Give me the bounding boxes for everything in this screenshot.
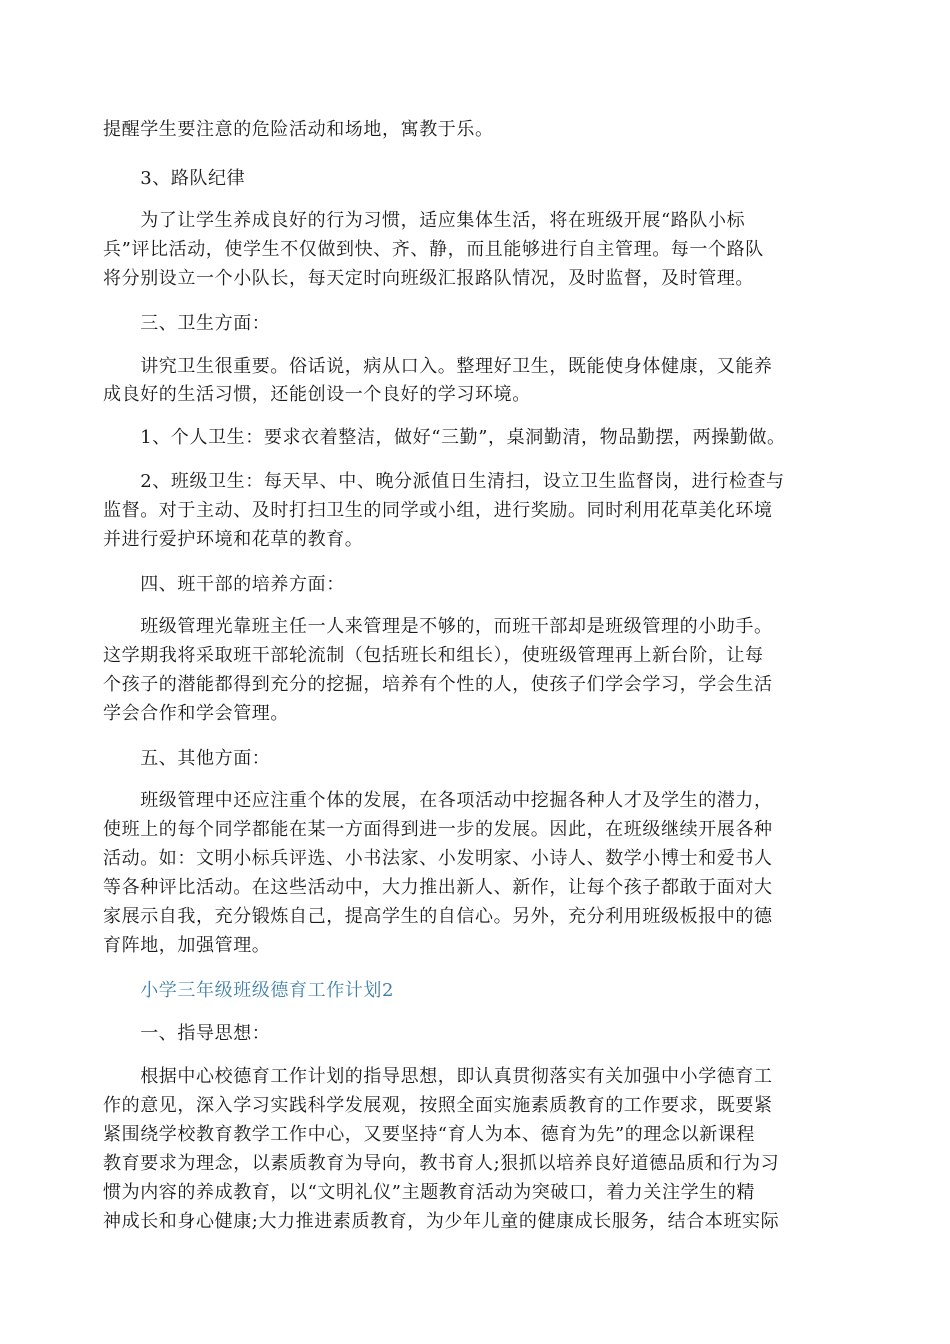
paragraph-line: 神成长和身心健康;大力推进素质教育，为少年儿童的健康成长服务，结合本班实际 xyxy=(103,1211,780,1232)
paragraph-line: 个孩子的潜能都得到充分的挖掘，培养有个性的人，使孩子们学会学习，学会生活 xyxy=(103,674,773,695)
paragraph-line: 等各种评比活动。在这些活动中，大力推出新人、新作，让每个孩子都敢于面对大 xyxy=(103,877,773,898)
document-title-heading: 小学三年级班级德育工作计划2 xyxy=(103,980,395,1001)
paragraph-line: 讲究卫生很重要。俗话说，病从口入。整理好卫生，既能使身体健康，又能养 xyxy=(103,356,773,377)
paragraph-line: 紧围绕学校教育教学工作中心，又要坚持“育人为本、德育为先”的理念以新课程 xyxy=(103,1124,756,1145)
paragraph-line: 班级管理光靠班主任一人来管理是不够的，而班干部却是班级管理的小助手。 xyxy=(103,616,773,637)
paragraph-line: 兵”评比活动，使学生不仅做到快、齐、静，而且能够进行自主管理。每一个路队 xyxy=(103,239,764,260)
paragraph-line: 育阵地，加强管理。 xyxy=(103,935,271,956)
paragraph-line: 这学期我将采取班干部轮流制（包括班长和组长），使班级管理再上新台阶，让每 xyxy=(103,645,764,666)
paragraph-line: 班级管理中还应注重个体的发展，在各项活动中挖掘各种人才及学生的潜力， xyxy=(103,790,773,811)
section-heading: 五、其他方面： xyxy=(103,748,271,769)
paragraph-line: 家展示自我，充分锻炼自己，提高学生的自信心。另外，充分利用班级板报中的德 xyxy=(103,906,773,927)
paragraph-line: 提醒学生要注意的危险活动和场地，寓教于乐。 xyxy=(103,119,494,140)
paragraph-line: 2、班级卫生：每天早、中、晚分派值日生清扫，设立卫生监督岗，进行检查与 xyxy=(103,471,785,492)
section-heading: 3、路队纪律 xyxy=(103,168,246,189)
section-heading: 一、指导思想： xyxy=(103,1023,271,1044)
paragraph-line: 为了让学生养成良好的行为习惯，适应集体生活，将在班级开展“路队小标 xyxy=(103,210,746,231)
paragraph-line: 教育要求为理念，以素质教育为导向，教书育人;狠抓以培养良好道德品质和行为习 xyxy=(103,1153,780,1174)
paragraph-line: 惯为内容的养成教育，以“文明礼仪”主题教育活动为突破口，着力关注学生的精 xyxy=(103,1182,756,1203)
paragraph-line: 成良好的生活习惯，还能创设一个良好的学习环境。 xyxy=(103,384,531,405)
paragraph-line: 将分别设立一个小队长，每天定时向班级汇报路队情况，及时监督，及时管理。 xyxy=(103,268,754,289)
paragraph-line: 1、个人卫生：要求衣着整洁，做好“三勤”，桌洞勤清，物品勤摆，两操勤做。 xyxy=(103,427,786,448)
paragraph-line: 学会合作和学会管理。 xyxy=(103,703,289,724)
paragraph-line: 根据中心校德育工作计划的指导思想，即认真贯彻落实有关加强中小学德育工 xyxy=(103,1066,773,1087)
paragraph-line: 监督。对于主动、及时打扫卫生的同学或小组，进行奖励。同时利用花草美化环境 xyxy=(103,500,773,521)
paragraph-line: 活动。如：文明小标兵评选、小书法家、小发明家、小诗人、数学小博士和爱书人 xyxy=(103,848,773,869)
section-heading: 四、班干部的培养方面： xyxy=(103,574,345,595)
paragraph-line: 使班上的每个同学都能在某一方面得到进一步的发展。因此，在班级继续开展各种 xyxy=(103,819,773,840)
paragraph-line: 作的意见，深入学习实践科学发展观，按照全面实施素质教育的工作要求，既要紧 xyxy=(103,1095,773,1116)
paragraph-line: 并进行爱护环境和花草的教育。 xyxy=(103,529,364,550)
section-heading: 三、卫生方面： xyxy=(103,313,271,334)
